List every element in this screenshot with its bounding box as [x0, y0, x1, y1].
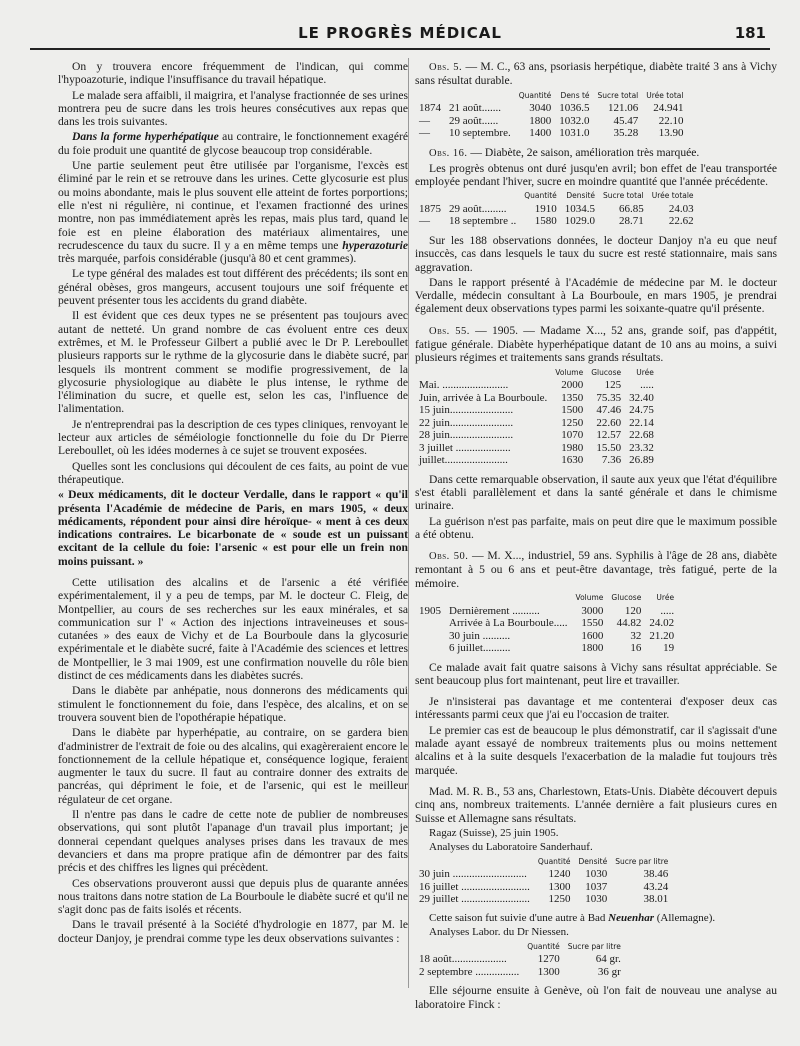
table-cell: 22.62: [668, 215, 694, 228]
paragraph: Le premier cas est de beaucoup le plus démonstratif, car il s'agissait d'une malade ayant essayé de nombreux traitements plus ou moins nettement alcalins et à la suite desquels l'exacerbation de la maladie fut toujours très marquée.: [415, 723, 777, 777]
paragraph: Il n'entre pas dans le cadre de cette note de publier de nombreuses observations, qui sont plutôt l'apanage d'un travail plus important; je donnerai cependant quelques analyses prises dans les travaux de mes devanciers et dans ma propre pratique afin de démontrer par des faits précis et des chiffres les lignes qui précèdent.: [58, 808, 408, 875]
table-cell: 1800: [581, 642, 604, 655]
column-header: Quantité: [527, 941, 560, 951]
observation-label: Obs. 16.: [429, 147, 468, 159]
table-cell: 35.28: [613, 127, 639, 140]
table-cell: 1910: [534, 202, 557, 215]
table-cell: 22.68: [629, 429, 654, 442]
table-cell: 1630: [561, 454, 584, 467]
table-row: [415, 617, 678, 630]
table-cell: 1250: [548, 893, 571, 906]
table-cell: 1550: [581, 617, 604, 630]
table-cell: 28 juin.......................: [419, 429, 514, 442]
table-cell: [415, 642, 445, 655]
quotation: « Deux médicaments, dit le docteur Verdalle, dans le rapport « qu'il présenta l'Académie de médecine de Paris, en mars 1905, « deux médicaments, répondent pour ainsi dire héroïque- « ment à ces deux indications contraires. Le bicarbonate de « soude est un puissant excitant de la cellule du foie: l'arsenic « est pour elle un frein non moins puissant. »: [58, 488, 408, 568]
paragraph: La guérison n'est pas parfaite, mais on peut dire que le maximum possible a été obtenu.: [415, 514, 777, 541]
table-cell: 30 juin ..........: [449, 629, 511, 642]
table-cell: Arrivée à La Bourboule.....: [449, 617, 568, 630]
paragraph: Dans cette remarquable observation, il saute aux yeux que l'état d'équilibre s'est établi parallèlement et dans la santé générale et dans le chimisme urinaire.: [415, 472, 777, 513]
paragraph: On y trouvera encore fréquemment de l'indican, qui comme l'hypoazoturie, indique l'insuffisance du travail hépatique.: [58, 60, 408, 87]
table-cell: 3 juillet ....................: [419, 441, 511, 454]
paragraph: Je n'insisterai pas davantage et me contenterai d'exposer deux cas intéressants parmi ceux que j'ai eu l'occasion de traiter.: [415, 695, 777, 722]
table-cell: 18 août....................: [419, 953, 507, 966]
observation-50: [415, 549, 777, 590]
table-cell: 75.35: [596, 391, 622, 404]
paragraph: Ces observations prouveront aussi que depuis plus de quarante années nous traitons dans notre station de La Bourboule le diabète sucré et qu'il ne s'agit donc pas de faits isolés et récents.: [58, 876, 408, 917]
table-cell: 1031.0: [559, 127, 590, 140]
column-header: Glucose: [591, 367, 622, 377]
table-cell: 1580: [534, 215, 557, 228]
table-cell: —: [419, 114, 430, 127]
table-cell: 29 juillet .........................: [419, 893, 530, 906]
observation-5-table: [415, 90, 687, 140]
table-cell: 43.24: [643, 880, 669, 893]
paragraph: Je n'entreprendrai pas la description de ces types cliniques, renvoyant le lecteur aux articles de séméiologie fonctionnelle du foie du Dr Pierre Lereboullet, où les idées modernes à ce sujet se trouvent exposées.: [58, 417, 408, 458]
table-cell: 24.941: [653, 102, 684, 115]
table-cell: —: [419, 127, 430, 140]
table-row: [415, 454, 658, 467]
table-cell: 32.40: [629, 391, 654, 404]
paragraph-text: Une partie seulement peut être utilisée par l'organisme, l'excès est éliminé par le rein et se retrouve dans les urines. Cette glycosurie est plus ou moins abondante, mais le plus souvent elle atteint de fortes porportions; elle n'est ni régulière, ni continue, et l'examen fractionné des urines montre, non pas immédiatement après les repas, mais plus tard, quand le foie est en pleine élaboration des matériaux alimentaires, une recrudescence du taux du sucre. Il y a en même temps une: [58, 159, 408, 252]
column-header: Sucre total: [597, 90, 639, 100]
table-cell: 1037: [585, 880, 608, 893]
table-cell: 3000: [581, 604, 604, 617]
paragraph: Le malade sera affaibli, il maigrira, et l'analyse fractionnée de ses urines montrera peu de sucre dans les trois heures consécutives aux repas que dans les trois suivantes.: [58, 88, 408, 129]
table-cell: 7.36: [601, 454, 622, 467]
table-cell: 1030: [585, 868, 608, 881]
table-cell: 24.75: [629, 404, 654, 417]
table-cell: 24.03: [668, 202, 694, 215]
table-cell: juillet.......................: [419, 454, 508, 467]
table-cell: 36 gr: [597, 965, 621, 978]
table-cell: [415, 630, 445, 643]
column-header: Sucre par litre: [615, 856, 669, 866]
column-divider: [408, 58, 409, 988]
page-number: 181: [734, 24, 766, 42]
paragraph: Il est évident que ces deux types ne se présentent pas toujours avec autant de netteté. Un grand nombre de cas évoluent entre ces deux extrêmes, et M. le Professeur Gilbert a publié avec le Dr P. Lereboullet plusieurs rapports sur le rythme de la glycosurie dans le diabète sucré, par lesquels ils montrent comment se modifie progressivement, de la glycosurie physiologique au diabète le plus intense, le rythme de l'élimination du sucre, et quelle est, selon les cas, l'influence de l'alimentation.: [58, 309, 408, 416]
table-row: [415, 115, 687, 128]
observation-55-table: [415, 367, 658, 467]
observation-label: Obs. 50.: [429, 551, 469, 563]
paragraph: Le type général des malades est tout différent des précédents; ils sont en général obèses, gros mangeurs, accusent toujours une soif fréquente et peuvent présenter tous les accidents du grand diabète.: [58, 267, 408, 308]
observation-text: — M. X..., industriel, 59 ans. Syphilis à l'âge de 28 ans, diabète remontant à 5 ou 6 ans et peut-être davantage, très fatigué, perte de la mémoire.: [415, 549, 777, 590]
table-cell: 30 juin ...........................: [419, 868, 527, 881]
table-cell: 125: [604, 379, 622, 392]
table-row: [415, 881, 672, 894]
table-cell: 22 juin.......................: [419, 416, 514, 429]
table-cell: 64 gr.: [595, 953, 621, 966]
column-header: Urée total: [646, 90, 684, 100]
table-cell: 1874: [419, 102, 441, 115]
table-row: [415, 379, 658, 392]
table-cell: 1030: [585, 893, 608, 906]
table-row: [415, 404, 658, 417]
table-cell: 24.02: [649, 617, 675, 630]
record-text: (Allemagne).: [654, 911, 716, 924]
table-header-row: [415, 90, 687, 103]
table-cell: 29 août.........: [449, 202, 507, 215]
table-cell: 1240: [548, 868, 571, 881]
table-cell: 1905: [419, 604, 441, 617]
column-header: Densité: [578, 856, 608, 866]
ragaz-table: [415, 856, 672, 906]
paragraph: Les progrès obtenus ont duré jusqu'en avril; bon effet de l'eau transportée employée pendant l'hiver, sucre en moindre quantité que l'année précédente.: [415, 161, 777, 189]
table-cell: 120: [624, 604, 642, 617]
column-header: Sucre total: [603, 191, 644, 201]
table-row: [415, 203, 698, 216]
column-header: Volume: [575, 593, 604, 603]
running-head: [30, 24, 770, 50]
table-row: [415, 392, 658, 405]
italic-phrase: Neuenhar: [608, 911, 655, 924]
observation-text: — Diabète, 2e saison, amélioration très marquée.: [467, 145, 700, 159]
table-cell: 1250: [561, 416, 584, 429]
table-header-row: [415, 856, 672, 869]
table-cell: 15 juin.......................: [419, 404, 514, 417]
neuenhar-table: [415, 941, 625, 979]
table-cell: 1600: [581, 629, 604, 642]
table-cell: 1300: [537, 965, 560, 978]
table-cell: 3040: [529, 102, 552, 115]
table-row: [415, 102, 687, 115]
table-cell: 1070: [561, 429, 584, 442]
observation-label: Obs. 5.: [429, 62, 463, 73]
paragraph: Dans le diabète par hyperhépatie, au contraire, on se gardera bien d'administrer de l'extrait de foie ou des alcalins, qui exagèreraient encore le fonctionnement de la cellule hépatique et, conséquence logique, feraient augmenter le taux du sucre. Il faut au contraire donner des extraits de pancréas, qui dépriment le foie, et de l'arsenic, qui est le meilleur régulateur de cet organe.: [58, 726, 408, 806]
table-cell: 1350: [561, 391, 584, 404]
table-row: [415, 429, 658, 442]
table-cell: 47.46: [596, 404, 622, 417]
table-cell: .....: [640, 379, 654, 392]
paragraph: Ce malade avait fait quatre saisons à Vichy sans résultat appréciable. Se sent beaucoup plus fort maintenant, peut lire et travailler.: [415, 660, 777, 687]
table-row: [415, 417, 658, 430]
table-row: [415, 642, 678, 655]
table-cell: 29 août......: [449, 114, 499, 127]
table-row: [415, 215, 698, 228]
table-cell: [415, 617, 445, 630]
table-cell: 22.14: [629, 416, 654, 429]
record-line: Analyses Labor. du Dr Niessen.: [429, 926, 569, 939]
column-header: Glucose: [611, 593, 642, 603]
italic-phrase: Dans la forme hyperhépatique: [72, 130, 219, 144]
paragraph: Elle séjourne ensuite à Genève, où l'on fait de nouveau une analyse au laboratoire Finck :: [415, 984, 777, 1011]
column-header: Sucre par litre: [567, 941, 621, 951]
table-cell: 12.57: [596, 429, 622, 442]
table-row: [415, 966, 625, 979]
table-row: [415, 868, 672, 881]
table-header-row: [415, 190, 698, 203]
table-cell: 19: [663, 642, 675, 655]
table-row: [415, 127, 687, 140]
column-header: Quantité: [524, 191, 557, 201]
table-cell: 1034.5: [564, 202, 596, 215]
observation-16: [415, 146, 777, 160]
paragraph: [58, 130, 408, 157]
table-cell: 21.20: [649, 629, 675, 642]
italic-phrase: hyperazoturie: [342, 238, 408, 252]
table-cell: 21 août.......: [449, 102, 501, 115]
right-column: [415, 60, 777, 1013]
paragraph-text: au contraire, le fonctionnement exagéré du foie produit une quantité de glycose beaucoup trop considérable.: [58, 130, 408, 157]
table-cell: 32: [630, 629, 642, 642]
table-cell: 18 septembre ..: [449, 215, 517, 228]
table-cell: 1270: [537, 953, 560, 966]
table-cell: 2000: [561, 379, 584, 392]
table-cell: 38.46: [643, 868, 669, 881]
column-header: Volume: [555, 367, 584, 377]
table-cell: 121.06: [608, 102, 639, 115]
table-row: [415, 605, 678, 618]
record-line: Analyses du Laboratoire Sanderhauf.: [429, 841, 593, 854]
column-header: Dens té: [560, 90, 590, 100]
table-header-row: [415, 941, 625, 954]
observation-55: [415, 324, 777, 365]
column-header: Quantité: [537, 856, 571, 866]
table-cell: 10 septembre.: [449, 127, 511, 140]
table-cell: 16: [630, 642, 642, 655]
observation-label: Obs. 55.: [429, 325, 470, 337]
table-cell: 1800: [529, 114, 552, 127]
table-cell: 13.90: [658, 127, 684, 140]
table-cell: 26.89: [629, 454, 654, 467]
table-header-row: [415, 367, 658, 380]
table-cell: Juin, arrivée à La Bourboule.: [419, 391, 548, 404]
observation-text: — M. C., 63 ans, psoriasis herpétique, diabète traité 3 ans à Vichy sans résultat durable.: [415, 60, 777, 88]
table-cell: 2 septembre ................: [419, 965, 520, 978]
table-cell: 1032.0: [559, 114, 590, 127]
table-cell: 38.01: [643, 893, 669, 906]
table-cell: 1980: [561, 441, 584, 454]
table-cell: 45.47: [613, 114, 639, 127]
table-row: [415, 442, 658, 455]
paragraph: Dans le travail présenté à la Société d'hydrologie en 1877, par M. le docteur Danjoy, je prendrai comme type les deux observations suivantes :: [58, 918, 408, 945]
table-cell: 1400: [529, 127, 552, 140]
observation-50-table: [415, 592, 678, 655]
table-cell: 1500: [561, 404, 584, 417]
table-cell: 22.10: [658, 114, 684, 127]
paragraph: Quelles sont les conclusions qui découlent de ces faits, au point de vue thérapeutique.: [58, 459, 408, 486]
observation-5: [415, 60, 777, 88]
table-cell: 16 juillet .........................: [419, 880, 530, 893]
column-header: Urée totale: [651, 191, 694, 201]
column-header: Urée: [656, 593, 675, 603]
table-cell: 1875: [419, 202, 441, 215]
paragraph: Cette utilisation des alcalins et de l'arsenic a été vérifiée expérimentalement, il y a peu de temps, par M. le docteur C. Fleig, de Montpellier, au cours de ses recherches sur les eaux minérales, et sa communication sur l' « Action des injections intraveineuses et sous-cutanées » des eaux de Vichy et de La Bourboule dans la glycosurie expérimentale et le diabète sucré, faite à l'Académie des sciences et lettres de Montpellier, le 3 mai 1909, est une confirmation nouvelle du rôle bien distinct de ces médicaments dans les diabètes sucrés.: [58, 575, 408, 683]
table-cell: 1029.0: [564, 215, 596, 228]
table-header-row: [415, 592, 678, 605]
table-cell: Dernièrement ..........: [449, 604, 540, 617]
column-header: Urée: [636, 367, 654, 377]
table-cell: 44.82: [616, 617, 642, 630]
table-cell: 22.60: [596, 416, 622, 429]
paragraph: Dans le rapport présenté à l'Académie de médecine par M. le docteur Verdalle, médecin consultant à La Bourboule, en mars 1905, je prendrai également deux observations types parmi les soixante-quatre qu'il présente.: [415, 275, 777, 316]
table-row: [415, 893, 672, 906]
left-column: [58, 60, 408, 947]
table-cell: 6 juillet..........: [449, 642, 511, 655]
observation-16-table: [415, 190, 698, 228]
record-line: [415, 912, 777, 925]
paragraph-text: très marquée, parfois considérable (jusqu'à 80 et cent grammes).: [58, 252, 357, 266]
observation-text: — 1905. — Madame X..., 52 ans, grande soif, pas d'appétit, fatigue générale. Diabète hyperhépatique datant de 10 ans au moins, a suivi plusieurs régimes et traitements sans grands résultats.: [415, 323, 777, 365]
table-row: [415, 953, 625, 966]
column-header: Densité: [566, 191, 596, 201]
table-cell: 28.71: [619, 215, 644, 228]
paragraph: Mad. M. R. B., 53 ans, Charlestown, Etats-Unis. Diabète découvert depuis cinq ans, nombreux traitements. L'année dernière a fait plusieurs cures en Suisse et Allemagne sans résultats.: [415, 784, 777, 825]
table-cell: 66.85: [619, 202, 644, 215]
record-line: Ragaz (Suisse), 25 juin 1905.: [429, 826, 559, 839]
table-cell: —: [419, 215, 430, 228]
table-cell: Mai. ........................: [419, 379, 509, 392]
table-row: [415, 630, 678, 643]
paragraph: Dans le diabète par anhépatie, nous donnerons des médicaments qui stimulent le fonctionnement du foie, dans l'espèce, des alcalins, et on se trouvera souvent bien de l'opothérapie hépatique.: [58, 684, 408, 724]
paragraph: Sur les 188 observations données, le docteur Danjoy n'a eu que neuf insuccès, cas dans lesquels le taux du sucre est resté stationnaire, mais sans aggravation.: [415, 233, 777, 274]
table-cell: 1036.5: [559, 102, 590, 115]
table-cell: 15.50: [596, 441, 622, 454]
record-text: Cette saison fut suivie d'une autre à Bad: [429, 911, 609, 924]
table-cell: 1300: [548, 880, 571, 893]
column-header: Quantité: [518, 90, 552, 100]
journal-title: LE PROGRÈS MÉDICAL: [298, 24, 502, 42]
table-cell: .....: [660, 604, 675, 617]
table-cell: 23.32: [629, 441, 654, 454]
paragraph: [58, 159, 408, 265]
